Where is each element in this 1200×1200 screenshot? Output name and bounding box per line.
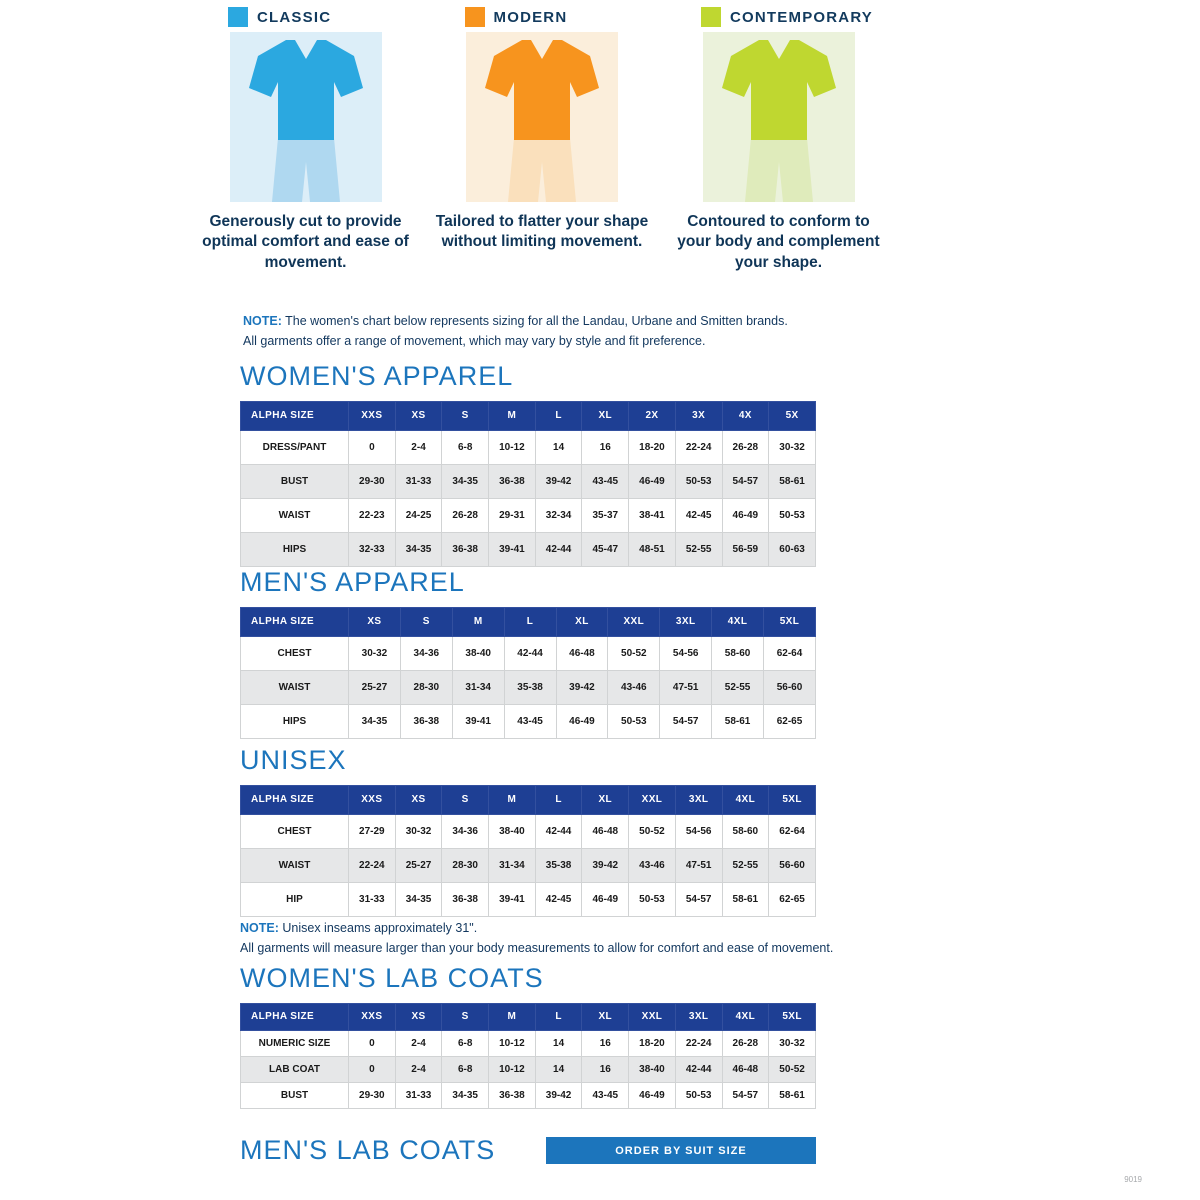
measurement-row-label: WAIST (241, 670, 349, 704)
measurement-row-label: BUST (241, 464, 349, 498)
size-range-value: 30-32 (349, 636, 401, 670)
note-text: Unisex inseams approximately 31". (282, 921, 478, 935)
size-range-value: 29-30 (349, 464, 396, 498)
size-range-value: 38-40 (452, 636, 504, 670)
size-range-value: 16 (582, 430, 629, 464)
size-range-value: 46-48 (556, 636, 608, 670)
table-header-row (241, 1003, 816, 1030)
size-range-value: 58-61 (769, 1082, 816, 1108)
size-range-value: 56-60 (769, 848, 816, 882)
size-range-value: 60-63 (769, 532, 816, 566)
size-range-value: 30-32 (769, 1030, 816, 1056)
size-range-value: 58-61 (769, 464, 816, 498)
size-range-value: 14 (535, 1030, 582, 1056)
size-range-value: 45-47 (582, 532, 629, 566)
size-range-value: 39-41 (489, 882, 536, 916)
size-column-header: 3XL (675, 1003, 722, 1030)
size-column-header: XXS (349, 1003, 396, 1030)
size-range-value: 39-41 (452, 704, 504, 738)
size-range-value: 10-12 (489, 1030, 536, 1056)
size-range-value: 42-45 (535, 882, 582, 916)
size-range-value: 62-64 (764, 636, 816, 670)
size-column-header: L (535, 785, 582, 814)
womens-apparel-section (240, 362, 816, 567)
unisex-section (240, 746, 816, 917)
size-column-header: M (452, 607, 504, 636)
size-range-value: 29-31 (489, 498, 536, 532)
measurement-row-label: HIPS (241, 704, 349, 738)
size-range-value: 22-24 (349, 848, 396, 882)
size-column-header: XXL (629, 785, 676, 814)
table-row (241, 848, 816, 882)
alpha-size-header: ALPHA SIZE (241, 607, 349, 636)
table-row (241, 1030, 816, 1056)
size-range-value: 6-8 (442, 430, 489, 464)
size-range-value: 39-42 (535, 1082, 582, 1108)
size-column-header: S (400, 607, 452, 636)
size-range-value: 43-46 (629, 848, 676, 882)
order-by-suit-size-button[interactable]: ORDER BY SUIT SIZE (546, 1137, 816, 1164)
size-column-header: XS (395, 401, 442, 430)
size-range-value: 31-34 (489, 848, 536, 882)
table-row (241, 430, 816, 464)
table-row (241, 882, 816, 916)
size-range-value: 50-53 (675, 1082, 722, 1108)
size-range-value: 50-53 (675, 464, 722, 498)
measurement-row-label: WAIST (241, 848, 349, 882)
size-range-value: 39-42 (535, 464, 582, 498)
size-range-value: 39-42 (556, 670, 608, 704)
womens-apparel-table (240, 401, 816, 567)
size-range-value: 54-57 (722, 1082, 769, 1108)
contemporary-color-swatch-icon (701, 7, 721, 27)
size-column-header: XL (582, 1003, 629, 1030)
mens-apparel-title: MEN'S APPAREL (240, 567, 465, 597)
size-range-value: 46-49 (722, 498, 769, 532)
fit-description: Contoured to conform to your body and complement your shape. (677, 213, 880, 271)
classic-color-swatch-icon (228, 7, 248, 27)
fit-header (465, 6, 568, 28)
mens-lab-coats-title: MEN'S LAB COATS (240, 1135, 496, 1165)
size-range-value: 54-57 (675, 882, 722, 916)
size-column-header: M (489, 785, 536, 814)
size-range-value: 2-4 (395, 430, 442, 464)
alpha-size-header: ALPHA SIZE (241, 785, 349, 814)
size-range-value: 24-25 (395, 498, 442, 532)
size-column-header: XXL (608, 607, 660, 636)
size-range-value: 62-64 (769, 814, 816, 848)
size-range-value: 31-33 (349, 882, 396, 916)
unisex-table (240, 785, 816, 917)
size-range-value: 43-46 (608, 670, 660, 704)
size-column-header: L (504, 607, 556, 636)
size-range-value: 18-20 (629, 1030, 676, 1056)
fit-description: Generously cut to provide optimal comfort and ease of movement. (202, 213, 409, 271)
note-text: All garments offer a range of movement, which may vary by style and fit preference. (243, 334, 706, 348)
size-range-value: 50-52 (629, 814, 676, 848)
size-range-value: 6-8 (442, 1030, 489, 1056)
size-range-value: 46-49 (629, 1082, 676, 1108)
size-range-value: 34-35 (442, 1082, 489, 1108)
size-column-header: S (442, 785, 489, 814)
size-column-header: 2X (629, 401, 676, 430)
size-range-value: 16 (582, 1056, 629, 1082)
size-column-header: 4X (722, 401, 769, 430)
womens-apparel-title: WOMEN'S APPAREL (240, 361, 514, 391)
size-range-value: 0 (349, 1030, 396, 1056)
table-row (241, 1056, 816, 1082)
size-range-value: 22-23 (349, 498, 396, 532)
mens-lab-coats-section (240, 1136, 816, 1166)
fit-name-label: MODERN (493, 8, 568, 26)
size-range-value: 62-65 (769, 882, 816, 916)
size-range-value: 14 (535, 430, 582, 464)
size-column-header: S (442, 401, 489, 430)
size-range-value: 38-40 (489, 814, 536, 848)
size-column-header: XXS (349, 401, 396, 430)
size-range-value: 47-51 (660, 670, 712, 704)
fit-column-modern (435, 6, 650, 273)
size-column-header: 3XL (660, 607, 712, 636)
size-range-value: 36-38 (489, 464, 536, 498)
table-row (241, 532, 816, 566)
size-range-value: 46-49 (582, 882, 629, 916)
size-column-header: L (535, 1003, 582, 1030)
size-range-value: 32-33 (349, 532, 396, 566)
size-range-value: 56-60 (764, 670, 816, 704)
size-range-value: 6-8 (442, 1056, 489, 1082)
size-column-header: XS (349, 607, 401, 636)
classic-scrubs-figure-illustration (230, 32, 382, 202)
size-range-value: 50-53 (608, 704, 660, 738)
size-range-value: 54-57 (722, 464, 769, 498)
size-range-value: 42-45 (675, 498, 722, 532)
size-range-value: 31-34 (452, 670, 504, 704)
size-range-value: 50-52 (769, 1056, 816, 1082)
size-range-value: 39-42 (582, 848, 629, 882)
size-range-value: 52-55 (722, 848, 769, 882)
size-range-value: 48-51 (629, 532, 676, 566)
size-range-value: 46-49 (629, 464, 676, 498)
table-header-row (241, 607, 816, 636)
size-range-value: 38-41 (629, 498, 676, 532)
size-range-value: 26-28 (722, 1030, 769, 1056)
size-range-value: 42-44 (504, 636, 556, 670)
size-column-header: 4XL (722, 1003, 769, 1030)
size-range-value: 32-34 (535, 498, 582, 532)
note-text: The women's chart below represents sizing for all the Landau, Urbane and Smitten brands. (285, 314, 788, 328)
size-column-header: 3XL (675, 785, 722, 814)
fit-column-classic (198, 6, 413, 273)
size-range-value: 27-29 (349, 814, 396, 848)
measurement-row-label: HIPS (241, 532, 349, 566)
size-range-value: 34-36 (400, 636, 452, 670)
table-row (241, 464, 816, 498)
size-range-value: 54-56 (675, 814, 722, 848)
fit-header (701, 6, 873, 28)
size-range-value: 46-48 (582, 814, 629, 848)
size-range-value: 43-45 (582, 1082, 629, 1108)
size-range-value: 2-4 (395, 1030, 442, 1056)
mens-apparel-table (240, 607, 816, 739)
fit-name-label: CONTEMPORARY (730, 8, 874, 26)
table-row (241, 1082, 816, 1108)
note-label: NOTE: (240, 921, 279, 935)
size-range-value: 62-65 (764, 704, 816, 738)
size-range-value: 14 (535, 1056, 582, 1082)
mens-apparel-section (240, 568, 816, 739)
size-range-value: 31-33 (395, 1082, 442, 1108)
size-range-value: 26-28 (442, 498, 489, 532)
size-range-value: 35-38 (535, 848, 582, 882)
size-range-value: 36-38 (400, 704, 452, 738)
size-column-header: 5X (769, 401, 816, 430)
measurement-row-label: CHEST (241, 636, 349, 670)
size-range-value: 50-52 (608, 636, 660, 670)
table-header-row (241, 401, 816, 430)
size-range-value: 54-57 (660, 704, 712, 738)
size-range-value: 58-60 (722, 814, 769, 848)
fit-column-contemporary (671, 6, 886, 273)
alpha-size-header: ALPHA SIZE (241, 401, 349, 430)
size-column-header: 4XL (722, 785, 769, 814)
table-row (241, 636, 816, 670)
size-range-value: 46-48 (722, 1056, 769, 1082)
womens-lab-coats-table (240, 1003, 816, 1109)
size-range-value: 25-27 (395, 848, 442, 882)
table-row (241, 814, 816, 848)
measurement-row-label: CHEST (241, 814, 349, 848)
size-column-header: 5XL (769, 1003, 816, 1030)
size-range-value: 58-60 (712, 636, 764, 670)
size-range-value: 0 (349, 430, 396, 464)
size-range-value: 28-30 (400, 670, 452, 704)
size-range-value: 58-61 (712, 704, 764, 738)
size-range-value: 50-53 (769, 498, 816, 532)
womens-lab-coats-title: WOMEN'S LAB COATS (240, 963, 544, 993)
size-range-value: 39-41 (489, 532, 536, 566)
modern-scrubs-figure-illustration (466, 32, 618, 202)
measurement-row-label: NUMERIC SIZE (241, 1030, 349, 1056)
size-range-value: 34-36 (442, 814, 489, 848)
size-range-value: 36-38 (442, 532, 489, 566)
size-range-value: 16 (582, 1030, 629, 1056)
size-range-value: 34-35 (395, 532, 442, 566)
size-range-value: 58-61 (722, 882, 769, 916)
size-range-value: 22-24 (675, 430, 722, 464)
measurement-row-label: LAB COAT (241, 1056, 349, 1082)
size-range-value: 10-12 (489, 430, 536, 464)
size-column-header: 5XL (769, 785, 816, 814)
note-label: NOTE: (243, 314, 282, 328)
table-header-row (241, 785, 816, 814)
size-range-value: 25-27 (349, 670, 401, 704)
size-column-header: XXS (349, 785, 396, 814)
note-unisex-inseams (240, 918, 900, 958)
size-range-value: 42-44 (535, 532, 582, 566)
size-range-value: 42-44 (675, 1056, 722, 1082)
table-row (241, 498, 816, 532)
size-range-value: 50-53 (629, 882, 676, 916)
size-column-header: XXL (629, 1003, 676, 1030)
measurement-row-label: HIP (241, 882, 349, 916)
size-range-value: 0 (349, 1056, 396, 1082)
size-range-value: 2-4 (395, 1056, 442, 1082)
size-column-header: M (489, 1003, 536, 1030)
fine-print-code: 9019 (1124, 1175, 1142, 1184)
size-range-value: 35-37 (582, 498, 629, 532)
size-range-value: 35-38 (504, 670, 556, 704)
size-range-value: 36-38 (442, 882, 489, 916)
size-column-header: XS (395, 785, 442, 814)
fit-description: Tailored to flatter your shape without limiting movement. (435, 213, 649, 251)
size-range-value: 18-20 (629, 430, 676, 464)
size-column-header: XL (582, 401, 629, 430)
size-range-value: 56-59 (722, 532, 769, 566)
size-column-header: XL (582, 785, 629, 814)
size-range-value: 29-30 (349, 1082, 396, 1108)
fit-header (228, 6, 331, 28)
size-column-header: XS (395, 1003, 442, 1030)
measurement-row-label: WAIST (241, 498, 349, 532)
size-range-value: 52-55 (675, 532, 722, 566)
size-range-value: 28-30 (442, 848, 489, 882)
table-row (241, 670, 816, 704)
size-range-value: 46-49 (556, 704, 608, 738)
size-range-value: 30-32 (769, 430, 816, 464)
unisex-title: UNISEX (240, 745, 347, 775)
size-column-header: XL (556, 607, 608, 636)
size-column-header: L (535, 401, 582, 430)
modern-color-swatch-icon (465, 7, 485, 27)
note-womens-sizing (243, 311, 903, 351)
size-range-value: 10-12 (489, 1056, 536, 1082)
size-range-value: 43-45 (504, 704, 556, 738)
size-range-value: 38-40 (629, 1056, 676, 1082)
note-text: All garments will measure larger than your body measurements to allow for comfort and ease of movement. (240, 941, 834, 955)
size-range-value: 30-32 (395, 814, 442, 848)
size-range-value: 42-44 (535, 814, 582, 848)
size-column-header: 5XL (764, 607, 816, 636)
measurement-row-label: DRESS/PANT (241, 430, 349, 464)
alpha-size-header: ALPHA SIZE (241, 1003, 349, 1030)
size-range-value: 22-24 (675, 1030, 722, 1056)
size-range-value: 52-55 (712, 670, 764, 704)
size-range-value: 47-51 (675, 848, 722, 882)
womens-lab-coats-section (240, 964, 816, 1109)
measurement-row-label: BUST (241, 1082, 349, 1108)
size-column-header: S (442, 1003, 489, 1030)
contemporary-scrubs-figure-illustration (703, 32, 855, 202)
size-column-header: 4XL (712, 607, 764, 636)
size-column-header: 3X (675, 401, 722, 430)
size-range-value: 34-35 (349, 704, 401, 738)
size-range-value: 43-45 (582, 464, 629, 498)
size-range-value: 54-56 (660, 636, 712, 670)
size-column-header: M (489, 401, 536, 430)
fit-styles-section (198, 6, 886, 273)
size-range-value: 34-35 (395, 882, 442, 916)
size-range-value: 26-28 (722, 430, 769, 464)
fit-name-label: CLASSIC (257, 8, 332, 26)
size-range-value: 31-33 (395, 464, 442, 498)
size-range-value: 34-35 (442, 464, 489, 498)
size-range-value: 36-38 (489, 1082, 536, 1108)
table-row (241, 704, 816, 738)
